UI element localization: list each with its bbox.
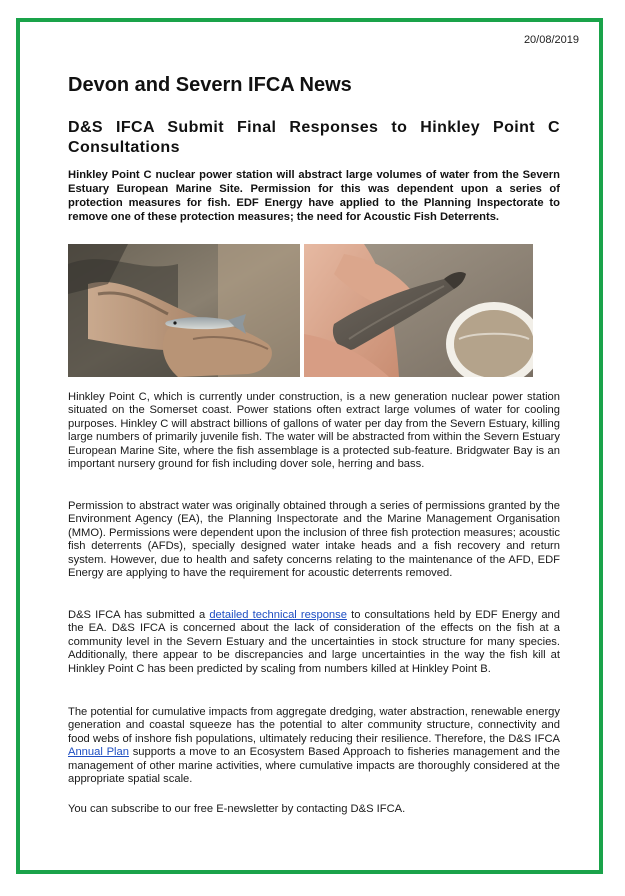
newsletter-title: Devon and Severn IFCA News — [68, 74, 352, 96]
subscribe-paragraph: You can subscribe to our free E-newsletter by contacting D&S IFCA. — [68, 803, 406, 815]
photo-fish-in-muddy-hands — [68, 244, 300, 377]
body-paragraph-1: Hinkley Point C, which is currently under construction, is a new generation nuclear power station situated on the Somerset coast. Power stations often extract large volumes of water for cooling purposes. Hinkley C will abstract billions of gallons of water per day from the Severn Estuary, killing large numbers of primarily juvenile fish. The water will be abstracted from within the Severn Estuary European Marine Site, where the fish assemblage is a protected sub-feature. Bridgwater Bay is an important nursery ground for fish including dover sole, herring and bass. — [68, 391, 560, 471]
paragraph-4-text-start: The potential for cumulative impacts from aggregate dredging, water abstraction, renewable energy generation and coastal squeeze has the potential to alter community structure, connectivity and food webs of inshore fish populations, ultimately reducing their resilience. Therefore, the D&S IFCA — [68, 706, 560, 745]
photo-fish-in-hand-with-cup-image — [304, 244, 533, 377]
body-paragraph-2: Permission to abstract water was originally obtained through a series of permissions granted by the Environment Agency (EA), the Planning Inspectorate and the Marine Management Organisation (MMO). Permissions were dependent upon the inclusion of three fish protection measures; acoustic fish deterrents (AFDs), specially designed water intake heads and a fish recovery and return system. However, due to health and safety concerns relating to the maintenance of the AFD, EDF Energy are applying to have the requirement for acoustic deterrents removed. — [68, 500, 560, 580]
annual-plan-link[interactable]: Annual Plan — [68, 746, 129, 759]
paragraph-3-text-start: D&S IFCA has submitted a — [68, 609, 210, 621]
body-paragraph-3 — [68, 609, 560, 676]
paragraph-4-text-end: supports a move to an Ecosystem Based Approach to fisheries management and the management of other marine activities, where cumulative impacts are thoroughly considered at the appropriate spatial scale. — [68, 746, 560, 786]
article-lead: Hinkley Point C nuclear power station will abstract large volumes of water from the Severn Estuary European Marine Site. Permission for this was dependent upon a series of protection measures for fish. EDF Energy have applied to the Planning Inspectorate to remove one of these protection measures; the need for Acoustic Fish Deterrents. — [68, 169, 560, 223]
body-paragraph-4 — [68, 706, 560, 786]
publication-date: 20/08/2019 — [523, 34, 579, 46]
paragraph-3-text-end: to consultations held by EDF Energy and the EA. D&S IFCA is concerned about the lack of consideration of the effects on the fish at a community level in the Severn Estuary and the uncertainties in stock structure for many species. Additionally, there appear to be discrepancies and large uncertainties in the way the fish kill at Hinkley Point C has been predicted by scaling from numbers killed at Hinkley Point B. — [68, 609, 560, 675]
article-title: D&S IFCA Submit Final Responses to Hinkley Point C Consultations — [68, 119, 560, 156]
photo-fish-in-muddy-hands-image — [68, 244, 300, 377]
photo-fish-in-hand-with-cup — [304, 244, 533, 377]
technical-response-link[interactable]: detailed technical response — [209, 609, 347, 621]
